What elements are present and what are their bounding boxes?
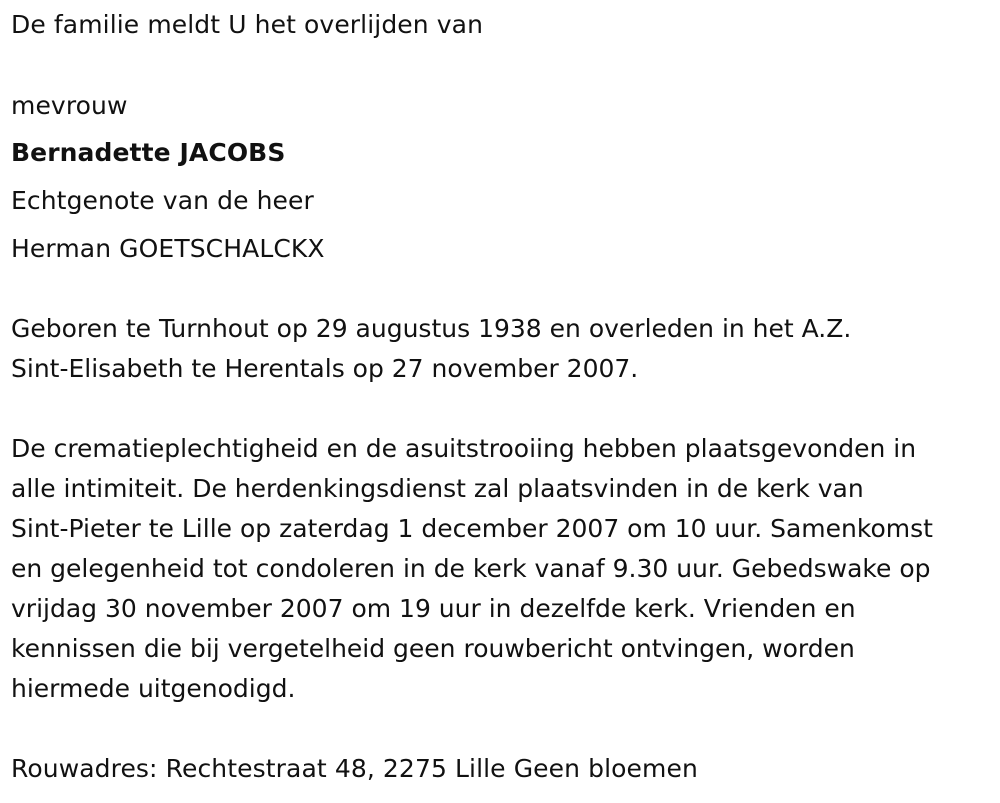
ceremony-line: en gelegenheid tot condoleren in de kerk vanaf 9.30 uur. Gebedswake op [11, 554, 931, 583]
ceremony-paragraph [11, 429, 933, 709]
ceremony-line: De crematieplechtigheid en de asuitstrooiing hebben plaatsgevonden in [11, 434, 917, 463]
mourning-address: Rouwadres: Rechtestraat 48, 2275 Lille Geen bloemen [11, 754, 698, 783]
ceremony-line: alle intimiteit. De herdenkingsdienst zal plaatsvinden in de kerk van [11, 474, 864, 503]
birth-death-line: Geboren te Turnhout op 29 augustus 1938 en overleden in het A.Z. [11, 314, 852, 343]
ceremony-line: vrijdag 30 november 2007 om 19 uur in dezelfde kerk. Vrienden en [11, 594, 856, 623]
ceremony-line: hiermede uitgenodigd. [11, 674, 296, 703]
spouse-relation: Echtgenote van de heer [11, 186, 314, 215]
spouse-name: Herman GOETSCHALCKX [11, 234, 325, 263]
ceremony-line: Sint-Pieter te Lille op zaterdag 1 december 2007 om 10 uur. Samenkomst [11, 514, 933, 543]
salutation: mevrouw [11, 91, 128, 120]
deceased-name: Bernadette JACOBS [11, 138, 286, 167]
intro-text: De familie meldt U het overlijden van [11, 10, 484, 39]
birth-death-line: Sint-Elisabeth te Herentals op 27 november 2007. [11, 354, 639, 383]
birth-death-paragraph [11, 309, 851, 389]
ceremony-line: kennissen die bij vergetelheid geen rouwbericht ontvingen, worden [11, 634, 855, 663]
